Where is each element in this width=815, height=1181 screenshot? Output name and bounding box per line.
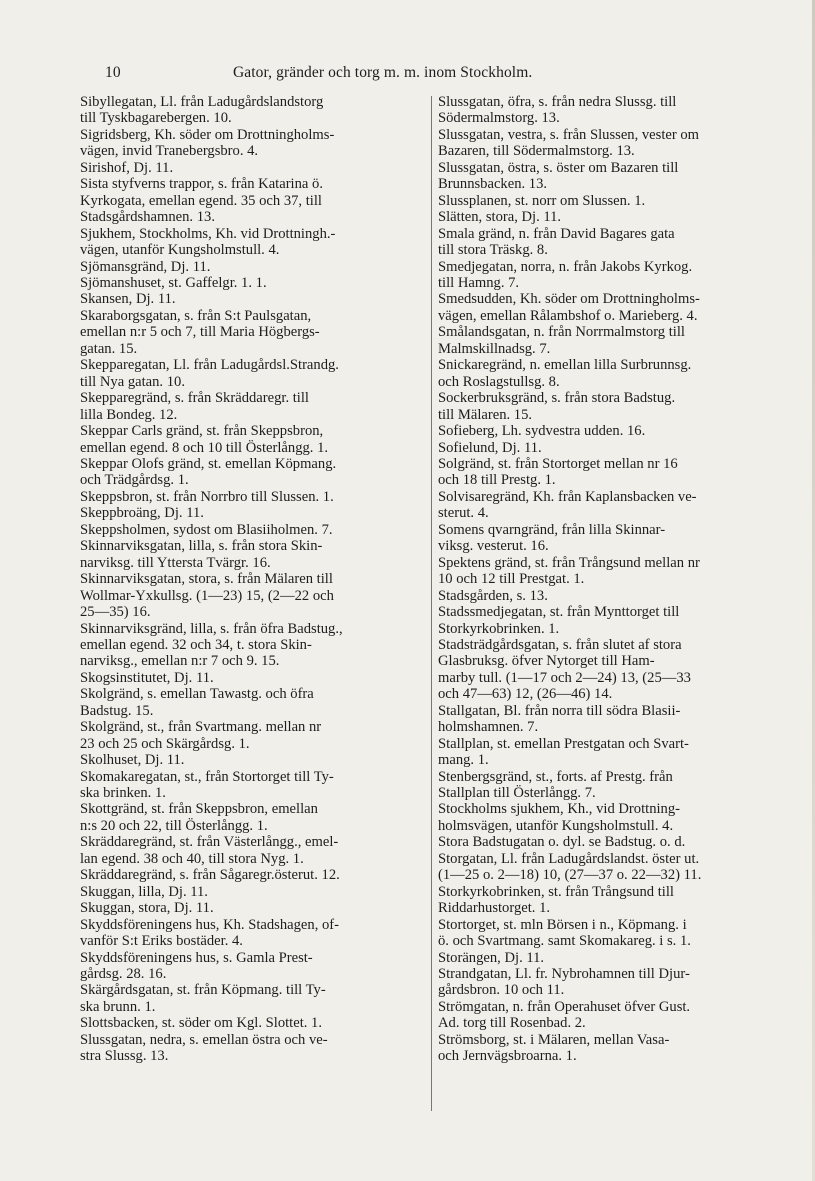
- directory-entry: [80, 719, 430, 752]
- entry-line: Stora Badstugatan o. dyl. se Badstug. o. d.: [438, 834, 686, 851]
- entry-line: Strandgatan, Ll. fr. Nybrohamnen till Djur-: [438, 966, 690, 983]
- directory-entry: [80, 900, 430, 916]
- entry-line: Skolgränd, st., från Svartmang. mellan nr: [80, 719, 322, 736]
- entry-line: vanför S:t Eriks bostäder. 4.: [80, 933, 243, 950]
- directory-entry: [80, 538, 430, 571]
- left-column: [80, 94, 430, 1065]
- entry-line: och Jernvägsbroarna. 1.: [438, 1048, 577, 1065]
- directory-entry: [80, 291, 430, 307]
- directory-entry: [438, 522, 790, 555]
- entry-line: Stadsgårdshamnen. 13.: [80, 209, 215, 226]
- entry-line: Storkyrkobrinken. 1.: [438, 620, 560, 637]
- entry-line: Stallgatan, Bl. från norra till södra Blasii-: [438, 702, 681, 719]
- entry-line: Skuggan, lilla, Dj. 11.: [80, 883, 208, 900]
- directory-entry: [438, 851, 790, 884]
- entry-line: Skyddsföreningens hus, Kh. Stadshagen, of-: [80, 916, 340, 933]
- entry-line: emellan egend. 8 och 10 till Österlångg. 1.: [80, 439, 329, 456]
- entry-line: gårdsbron. 10 och 11.: [438, 982, 565, 999]
- entry-line: Skepparegränd, s. från Skräddaregr. till: [80, 390, 309, 407]
- directory-entry: [80, 259, 430, 275]
- entry-line: och 47—63) 12, (26—46) 14.: [438, 686, 613, 703]
- entry-line: (1—25 o. 2—18) 10, (27—37 o. 22—32) 11.: [438, 867, 702, 884]
- entry-line: Sista styfverns trappor, s. från Katarina ö.: [80, 176, 323, 193]
- entry-line: stra Slussg. 13.: [80, 1048, 169, 1065]
- entry-line: Stallplan, st. emellan Prestgatan och Svart-: [438, 735, 689, 752]
- entry-line: vägen, emellan Rålambshof o. Marieberg. 4.: [438, 307, 698, 324]
- entry-line: narviksg., emellan n:r 7 och 9. 15.: [80, 653, 280, 670]
- directory-entry: [438, 324, 790, 357]
- entry-line: Skolgränd, s. emellan Tawastg. och öfra: [80, 686, 314, 703]
- entry-line: Strömgatan, n. från Operahuset öfver Gust.: [438, 998, 691, 1015]
- directory-entry: [438, 917, 790, 950]
- page-number: 10: [105, 64, 121, 81]
- directory-entry: [80, 950, 430, 983]
- directory-entry: [80, 982, 430, 1015]
- directory-entry: [438, 555, 790, 588]
- entry-line: Skräddaregränd, s. från Sågaregr.österut. 12.: [80, 867, 340, 884]
- entry-line: Kyrkogata, emellan egend. 35 och 37, till: [80, 192, 322, 209]
- directory-entry: [80, 160, 430, 176]
- entry-line: Skinnarviksgatan, lilla, s. från stora Skin-: [80, 538, 323, 555]
- directory-entry: [80, 769, 430, 802]
- directory-entry: [438, 884, 790, 917]
- directory-entry: [438, 489, 790, 522]
- entry-line: Skeppsholmen, sydost om Blasiiholmen. 7.: [80, 521, 333, 538]
- directory-entry: [80, 489, 430, 505]
- entry-line: Skyddsföreningens hus, s. Gamla Prest-: [80, 949, 313, 966]
- directory-entry: [438, 160, 790, 193]
- directory-entry: [80, 1032, 430, 1065]
- entry-line: Smedsudden, Kh. söder om Drottningholms-: [438, 291, 700, 308]
- directory-entry: [438, 999, 790, 1032]
- directory-entry: [80, 834, 430, 867]
- directory-entry: [438, 209, 790, 225]
- entry-line: Stadssmedjegatan, st. från Mynttorget till: [438, 604, 680, 621]
- directory-entry: [80, 423, 430, 456]
- directory-entry: [80, 357, 430, 390]
- entry-line: Wollmar-Yxkullsg. (1—23) 15, (2—22 och: [80, 587, 334, 604]
- directory-entry: [80, 670, 430, 686]
- directory-entry: [438, 193, 790, 209]
- entry-line: gatan. 15.: [80, 340, 138, 357]
- entry-line: till Hamng. 7.: [438, 274, 520, 291]
- entry-line: Malmskillnadsg. 7.: [438, 340, 551, 357]
- entry-line: Brunnsbacken. 13.: [438, 176, 548, 193]
- entry-line: Ad. torg till Rosenbad. 2.: [438, 1015, 586, 1032]
- entry-line: Smålandsgatan, n. från Norrmalmstorg till: [438, 324, 685, 341]
- entry-line: ska brinken. 1.: [80, 785, 166, 802]
- directory-entry: [80, 176, 430, 225]
- entry-line: Skeppar Olofs gränd, st. emellan Köpmang.: [80, 455, 337, 472]
- entry-line: mang. 1.: [438, 752, 489, 769]
- entry-line: Smala gränd, n. från David Bagares gata: [438, 225, 675, 242]
- entry-line: Slussplanen, st. norr om Slussen. 1.: [438, 192, 646, 209]
- entry-line: 23 och 25 och Skärgårdsg. 1.: [80, 735, 250, 752]
- directory-entry: [438, 423, 790, 439]
- directory-entry: [438, 259, 790, 292]
- entry-line: n:s 20 och 22, till Österlångg. 1.: [80, 817, 268, 834]
- directory-entry: [80, 1015, 430, 1031]
- directory-entry: [80, 917, 430, 950]
- directory-entry: [80, 275, 430, 291]
- entry-line: narviksg. till Yttersta Tvärgr. 16.: [80, 554, 271, 571]
- entry-line: Skräddaregränd, st. från Västerlångg., emel-: [80, 834, 339, 851]
- entry-line: Skansen, Dj. 11.: [80, 291, 176, 308]
- entry-line: och Roslagstullsg. 8.: [438, 373, 560, 390]
- entry-line: lilla Bondeg. 12.: [80, 406, 178, 423]
- entry-line: Skinnarviksgatan, stora, s. från Mälaren till: [80, 571, 333, 588]
- entry-line: lan egend. 38 och 40, till stora Nyg. 1.: [80, 850, 304, 867]
- directory-entry: [80, 801, 430, 834]
- entry-line: Storgatan, Ll. från Ladugårdslandst. öster ut.: [438, 850, 700, 867]
- entry-line: Spektens gränd, st. från Trångsund mellan nr: [438, 554, 700, 571]
- entry-line: till stora Träskg. 8.: [438, 242, 548, 259]
- entry-line: Sjömanshuset, st. Gaffelgr. 1. 1.: [80, 274, 267, 291]
- entry-line: Glasbruksg. öfver Nytorget till Ham-: [438, 653, 655, 670]
- directory-entry: [80, 390, 430, 423]
- entry-line: Strömsborg, st. i Mälaren, mellan Vasa-: [438, 1031, 670, 1048]
- entry-line: Skuggan, stora, Dj. 11.: [80, 900, 214, 917]
- entry-line: Sofieberg, Lh. sydvestra udden. 16.: [438, 423, 646, 440]
- directory-entry: [438, 94, 790, 127]
- entry-line: Skomakaregatan, st., från Stortorget till Ty-: [80, 768, 334, 785]
- entry-line: Slussgatan, nedra, s. emellan östra och ve-: [80, 1031, 328, 1048]
- entry-line: Stadsgården, s. 13.: [438, 587, 548, 604]
- entry-line: holmsvägen, utanför Kungsholmstull. 4.: [438, 817, 674, 834]
- entry-line: Skinnarviksgränd, lilla, s. från öfra Badstug.,: [80, 620, 343, 637]
- directory-entry: [438, 588, 790, 604]
- entry-line: Skeppbroäng, Dj. 11.: [80, 505, 204, 522]
- entry-line: Smedjegatan, norra, n. från Jakobs Kyrkog.: [438, 258, 693, 275]
- entry-line: Sirishof, Dj. 11.: [80, 159, 174, 176]
- entry-line: Slottsbacken, st. söder om Kgl. Slottet. 1.: [80, 1015, 323, 1032]
- entry-line: Skolhuset, Dj. 11.: [80, 752, 185, 769]
- entry-line: Skeppsbron, st. från Norrbro till Slussen. 1.: [80, 488, 334, 505]
- directory-entry: [438, 801, 790, 834]
- entry-line: Somens qvarngränd, från lilla Skinnar-: [438, 521, 666, 538]
- directory-entry: [80, 621, 430, 670]
- directory-entry: [80, 505, 430, 521]
- entry-line: Skottgränd, st. från Skeppsbron, emellan: [80, 801, 318, 818]
- directory-entry: [80, 867, 430, 883]
- directory-entry: [80, 308, 430, 357]
- entry-line: emellan egend. 32 och 34, t. stora Skin-: [80, 636, 312, 653]
- entry-line: Solvisaregränd, Kh. från Kaplansbacken ve-: [438, 488, 697, 505]
- entry-line: Sibyllegatan, Ll. från Ladugårdslandstorg: [80, 94, 324, 110]
- directory-entry: [80, 571, 430, 620]
- directory-entry: [80, 522, 430, 538]
- directory-entry: [438, 357, 790, 390]
- entry-line: Slussgatan, öfra, s. från nedra Slussg. till: [438, 94, 677, 110]
- directory-entry: [438, 703, 790, 736]
- entry-line: Stortorget, st. mln Börsen i n., Köpmang. i: [438, 916, 687, 933]
- entry-line: Sjukhem, Stockholms, Kh. vid Drottningh.-: [80, 225, 336, 242]
- directory-entry: [438, 390, 790, 423]
- entry-line: och 18 till Prestg. 1.: [438, 472, 556, 489]
- directory-entry: [80, 752, 430, 768]
- right-column: [438, 94, 790, 1065]
- entry-line: Stadsträdgårdsgatan, s. från slutet af stora: [438, 636, 682, 653]
- directory-entry: [438, 769, 790, 802]
- entry-line: vägen, invid Tranebergsbro. 4.: [80, 143, 259, 160]
- entry-line: Storkyrkobrinken, st. från Trångsund till: [438, 883, 674, 900]
- directory-entry: [80, 686, 430, 719]
- entry-line: Sofielund, Dj. 11.: [438, 439, 542, 456]
- directory-entry: [438, 127, 790, 160]
- directory-entry: [438, 950, 790, 966]
- entry-line: Bazaren, till Södermalmstorg. 13.: [438, 143, 635, 160]
- entry-line: 25—35) 16.: [80, 604, 151, 621]
- directory-entry: [438, 456, 790, 489]
- entry-line: till Nya gatan. 10.: [80, 373, 185, 390]
- entry-line: ska brunn. 1.: [80, 998, 156, 1015]
- directory-entry: [438, 291, 790, 324]
- directory-entry: [438, 637, 790, 703]
- directory-entry: [80, 456, 430, 489]
- entry-line: marby tull. (1—17 och 2—24) 13, (25—33: [438, 669, 691, 686]
- entry-line: och Trädgårdsg. 1.: [80, 472, 189, 489]
- entry-line: Södermalmstorg. 13.: [438, 110, 560, 127]
- entry-line: Sigridsberg, Kh. söder om Drottningholms-: [80, 126, 335, 143]
- directory-entry: [80, 127, 430, 160]
- entry-line: Slätten, stora, Dj. 11.: [438, 209, 562, 226]
- directory-entry: [80, 94, 430, 127]
- entry-line: Stockholms sjukhem, Kh., vid Drottning-: [438, 801, 681, 818]
- entry-line: Solgränd, st. från Stortorget mellan nr 16: [438, 455, 678, 472]
- entry-line: gårdsg. 28. 16.: [80, 966, 167, 983]
- entry-line: viksg. vesterut. 16.: [438, 538, 549, 555]
- directory-entry: [438, 440, 790, 456]
- directory-entry: [438, 604, 790, 637]
- entry-line: Sockerbruksgränd, s. från stora Badstug.: [438, 390, 676, 407]
- entry-line: Skogsinstitutet, Dj. 11.: [80, 669, 214, 686]
- entry-line: vägen, utanför Kungsholmstull. 4.: [80, 242, 280, 259]
- entry-line: sterut. 4.: [438, 505, 489, 522]
- entry-line: holmshamnen. 7.: [438, 719, 539, 736]
- entry-line: Skaraborgsgatan, s. från S:t Paulsgatan,: [80, 307, 312, 324]
- entry-line: Slussgatan, östra, s. öster om Bazaren till: [438, 159, 679, 176]
- entry-line: Stallplan till Österlångg. 7.: [438, 785, 596, 802]
- directory-entry: [438, 226, 790, 259]
- directory-entry: [438, 1032, 790, 1065]
- entry-line: Badstug. 15.: [80, 702, 154, 719]
- entry-line: Skepparegatan, Ll. från Ladugårdsl.Strandg.: [80, 357, 339, 374]
- entry-line: 10 och 12 till Prestgat. 1.: [438, 571, 585, 588]
- directory-entry: [80, 226, 430, 259]
- entry-line: till Tyskbagarebergen. 10.: [80, 110, 232, 127]
- entry-line: Sjömansgränd, Dj. 11.: [80, 258, 211, 275]
- entry-line: till Mälaren. 15.: [438, 406, 533, 423]
- entry-line: ö. och Svartmang. samt Skomakareg. i s. 1.: [438, 933, 691, 950]
- directory-entry: [438, 736, 790, 769]
- entry-line: Storängen, Dj. 11.: [438, 949, 545, 966]
- entry-line: Skeppar Carls gränd, st. från Skeppsbron,: [80, 423, 324, 440]
- directory-entry: [438, 966, 790, 999]
- entry-line: Snickaregränd, n. emellan lilla Surbrunnsg.: [438, 357, 692, 374]
- entry-line: Stenbergsgränd, st., forts. af Prestg. från: [438, 768, 673, 785]
- entry-line: Skärgårdsgatan, st. från Köpmang. till Ty-: [80, 982, 326, 999]
- column-divider: [431, 96, 432, 1111]
- entry-line: Slussgatan, vestra, s. från Slussen, vester om: [438, 126, 700, 143]
- directory-entry: [80, 884, 430, 900]
- directory-entry: [438, 834, 790, 850]
- running-title: Gator, gränder och torg m. m. inom Stockholm.: [233, 64, 533, 81]
- entry-line: Riddarhustorget. 1.: [438, 900, 551, 917]
- entry-line: emellan n:r 5 och 7, till Maria Högbergs-: [80, 324, 320, 341]
